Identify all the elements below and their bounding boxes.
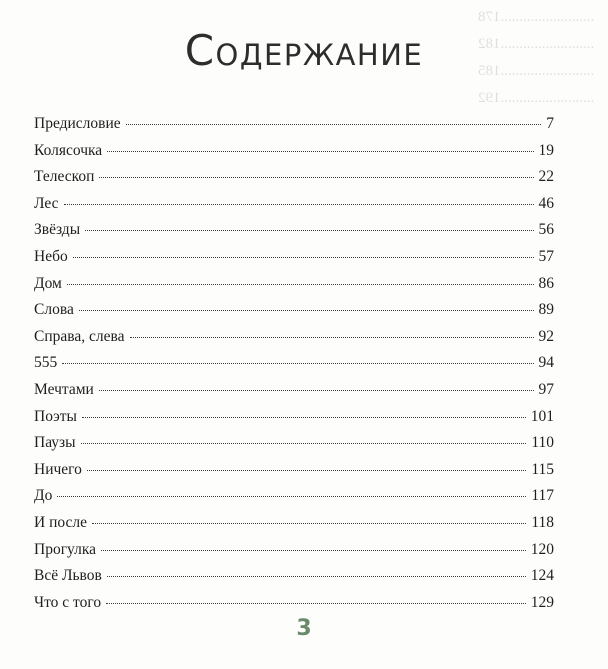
toc-dot-leader bbox=[99, 177, 533, 178]
toc-entry-page: 120 bbox=[530, 540, 554, 558]
toc-entry bbox=[34, 142, 554, 169]
bleed-through-text: .........................178 .........................182 .........................185 .........................192 bbox=[478, 9, 595, 106]
toc-entry-title: Паузы bbox=[34, 434, 76, 452]
toc-dot-leader bbox=[126, 124, 542, 125]
toc-entry-page: 19 bbox=[538, 141, 554, 159]
toc-entry-page: 56 bbox=[538, 221, 554, 239]
toc-entry-page: 129 bbox=[530, 593, 554, 611]
table-of-contents bbox=[34, 115, 554, 620]
toc-entry bbox=[34, 381, 554, 408]
toc-dot-leader bbox=[79, 310, 534, 311]
toc-entry-title: Небо bbox=[34, 247, 68, 265]
toc-entry-title: Телескоп bbox=[34, 168, 95, 186]
toc-dot-leader bbox=[67, 284, 534, 285]
toc-entry-title: Мечтами bbox=[34, 380, 94, 398]
toc-entry-page: 97 bbox=[538, 380, 554, 398]
toc-entry-title: Звёзды bbox=[34, 221, 81, 239]
toc-entry bbox=[34, 275, 554, 302]
toc-entry-page: 57 bbox=[538, 247, 554, 265]
toc-dot-leader bbox=[85, 230, 533, 231]
toc-entry-title: Лес bbox=[34, 194, 59, 212]
toc-entry-title: Колясочка bbox=[34, 141, 103, 159]
toc-dot-leader bbox=[64, 204, 534, 205]
toc-dot-leader bbox=[99, 390, 534, 391]
toc-dot-leader bbox=[57, 496, 526, 497]
toc-entry-title: Прогулка bbox=[34, 540, 97, 558]
toc-dot-leader bbox=[92, 523, 526, 524]
toc-entry bbox=[34, 461, 554, 488]
toc-entry bbox=[34, 514, 554, 541]
toc-entry-title: 555 bbox=[34, 354, 58, 372]
toc-entry bbox=[34, 301, 554, 328]
toc-entry-title: Справа, слева bbox=[34, 327, 125, 345]
toc-entry-page: 46 bbox=[538, 194, 554, 212]
toc-entry-page: 89 bbox=[538, 301, 554, 319]
toc-entry-title: Дом bbox=[34, 274, 62, 292]
toc-entry-page: 110 bbox=[531, 434, 554, 452]
toc-dot-leader bbox=[81, 443, 527, 444]
toc-entry bbox=[34, 434, 554, 461]
toc-entry bbox=[34, 168, 554, 195]
toc-dot-leader bbox=[73, 257, 534, 258]
toc-dot-leader bbox=[62, 363, 533, 364]
page-number: 3 bbox=[296, 616, 312, 641]
toc-entry-page: 115 bbox=[531, 460, 554, 478]
toc-entry bbox=[34, 487, 554, 514]
toc-dot-leader bbox=[101, 550, 526, 551]
toc-entry-page: 7 bbox=[546, 115, 554, 132]
toc-entry-page: 124 bbox=[530, 567, 554, 585]
toc-entry bbox=[34, 354, 554, 381]
toc-dot-leader bbox=[82, 417, 526, 418]
toc-dot-leader bbox=[107, 576, 526, 577]
toc-entry-page: 94 bbox=[538, 354, 554, 372]
toc-entry-page: 118 bbox=[531, 513, 554, 531]
toc-entry-title: Слова bbox=[34, 301, 74, 319]
page-title: Содержание bbox=[184, 26, 424, 75]
toc-dot-leader bbox=[107, 151, 533, 152]
toc-entry-title: Что с того bbox=[34, 593, 102, 611]
toc-entry-title: И после bbox=[34, 513, 87, 531]
toc-dot-leader bbox=[130, 337, 534, 338]
toc-entry-page: 86 bbox=[538, 274, 554, 292]
toc-entry-title: Предисловие bbox=[34, 115, 121, 132]
toc-entry bbox=[34, 195, 554, 222]
toc-dot-leader bbox=[106, 603, 526, 604]
toc-entry bbox=[34, 567, 554, 594]
toc-entry-title: До bbox=[34, 487, 53, 505]
toc-entry-page: 22 bbox=[538, 168, 554, 186]
toc-entry bbox=[34, 248, 554, 275]
toc-entry bbox=[34, 328, 554, 355]
toc-entry bbox=[34, 408, 554, 435]
toc-entry-title: Ничего bbox=[34, 460, 82, 478]
toc-entry bbox=[34, 221, 554, 248]
toc-entry-page: 101 bbox=[530, 407, 554, 425]
toc-entry-page: 92 bbox=[538, 327, 554, 345]
toc-entry bbox=[34, 541, 554, 568]
toc-dot-leader bbox=[87, 470, 526, 471]
toc-entry-page: 117 bbox=[531, 487, 554, 505]
toc-entry-title: Поэты bbox=[34, 407, 77, 425]
toc-entry bbox=[34, 115, 554, 142]
toc-entry-title: Всё Львов bbox=[34, 567, 102, 585]
